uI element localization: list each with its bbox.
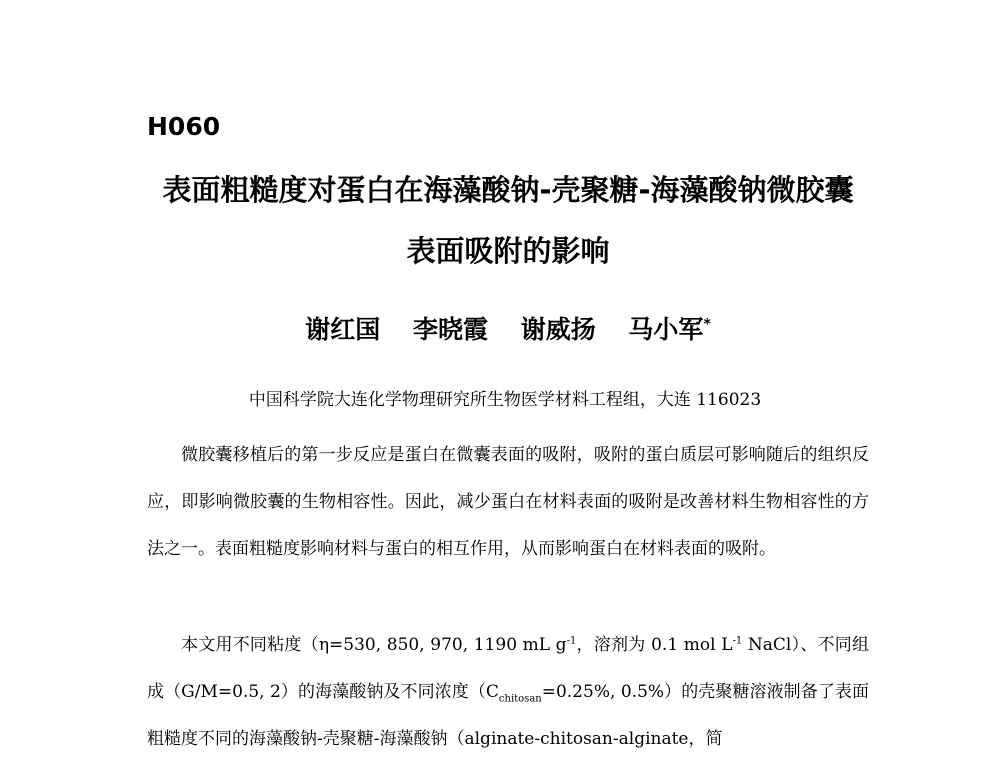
author-name-corresponding [628,315,710,344]
paragraph-text: ，溶剂为 0.1 mol L [576,635,733,655]
corresponding-author-mark: * [703,316,711,333]
superscript: -1 [732,635,743,647]
paper-title-line-1: 表面粗糙度对蛋白在海藻酸钠-壳聚糖-海藻酸钠微胶囊 [162,173,854,207]
paragraph-text: 本文用不同粘度（η=530, 850, 970, 1190 mL g [181,635,567,655]
paragraph-text: =0.25%, 0.5%）的壳聚糖溶液制备了表面粗糙度不同的海藻酸钠-壳聚糖-海藻酸钠（alginate-chitosan-alginate，简 [147,682,870,749]
affiliation: 中国科学院大连化学物理研究所生物医学材料工程组，大连 116023 [248,390,762,410]
paper-code: H060 [147,112,221,141]
author-name: 谢威扬 [520,315,596,344]
paragraph-text: NaCl）、不同组成（G/M=0.5, 2）的海藻酸钠及不同浓度（C [147,635,870,702]
subscript: chitosan [498,693,542,705]
author-name: 李晓霞 [412,315,488,344]
body-paragraph-1: 微胶囊移植后的第一步反应是蛋白在微囊表面的吸附，吸附的蛋白质层可影响随后的组织反应，即影响微胶囊的生物相容性。因此，减少蛋白在材料表面的吸附是改善材料生物相容性的方法之一。表面粗糙度影响材料与蛋白的相互作用，从而影响蛋白在材料表面的吸附。 [147,445,869,559]
author-name: 谢红国 [305,315,381,344]
author-list [0,310,1000,346]
body-paragraph-2 [147,622,869,763]
superscript: -1 [566,635,577,647]
author-name-text: 马小军 [628,315,704,344]
paper-title-line-2: 表面吸附的影响 [406,234,610,268]
